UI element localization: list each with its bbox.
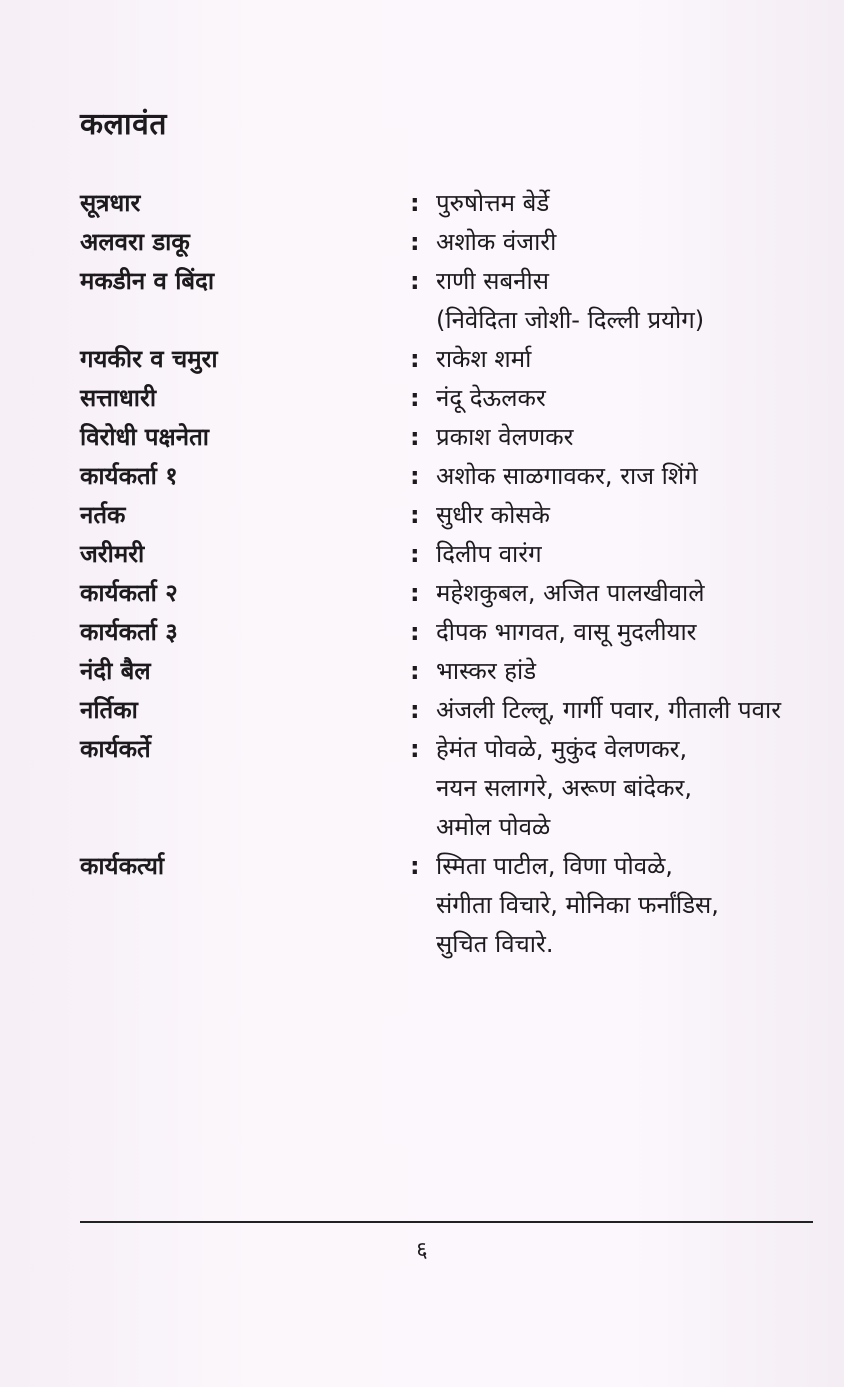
role-name: कार्यकर्ता २ bbox=[80, 579, 178, 607]
actor-line: राणी सबनीस bbox=[436, 267, 549, 295]
role-name: कार्यकर्ते bbox=[80, 735, 151, 763]
separator-colon: : bbox=[410, 696, 420, 724]
actor-names bbox=[436, 652, 820, 691]
actor-names bbox=[436, 223, 820, 262]
cast-row bbox=[80, 457, 820, 496]
separator-colon: : bbox=[410, 384, 420, 412]
actor-names bbox=[436, 613, 820, 652]
actor-line: सुचित विचारे. bbox=[436, 930, 554, 958]
actor-line: महेशकुबल, अजित पालखीवाले bbox=[436, 579, 705, 607]
role-name: नर्तक bbox=[80, 501, 126, 529]
actor-line: हेमंत पोवळे, मुकुंद वेलणकर, bbox=[436, 735, 688, 763]
cast-row bbox=[80, 418, 820, 457]
role-name: सूत्रधार bbox=[80, 189, 141, 217]
cast-row bbox=[80, 184, 820, 223]
separator-colon: : bbox=[410, 189, 420, 217]
actor-names bbox=[436, 730, 820, 847]
cast-row bbox=[80, 691, 820, 730]
role-name: कार्यकर्ता १ bbox=[80, 462, 178, 490]
actor-names bbox=[436, 847, 820, 964]
role-name: अलवरा डाकू bbox=[80, 228, 190, 256]
cast-list bbox=[80, 184, 820, 964]
actor-names bbox=[436, 340, 820, 379]
actor-line: नंदू देऊलकर bbox=[436, 384, 546, 412]
role-name: विरोधी पक्षनेता bbox=[80, 423, 209, 451]
actor-line: (निवेदिता जोशी- दिल्ली प्रयोग) bbox=[436, 306, 705, 334]
separator-colon: : bbox=[410, 657, 420, 685]
actor-names bbox=[436, 262, 820, 340]
actor-names bbox=[436, 574, 820, 613]
actor-line: दीपक भागवत, वासू मुदलीयार bbox=[436, 618, 697, 646]
role-name: नंदी बैल bbox=[80, 657, 151, 685]
actor-line: प्रकाश वेलणकर bbox=[436, 423, 574, 451]
role-name: जरीमरी bbox=[80, 540, 145, 568]
separator-colon: : bbox=[410, 579, 420, 607]
page-heading: कलावंत bbox=[80, 107, 167, 142]
separator-colon: : bbox=[410, 423, 420, 451]
actor-line: स्मिता पाटील, विणा पोवळे, bbox=[436, 852, 673, 880]
actor-line: अशोक वंजारी bbox=[436, 228, 557, 256]
actor-names bbox=[436, 535, 820, 574]
actor-line: नयन सलागरे, अरूण बांदेकर, bbox=[436, 774, 692, 802]
separator-colon: : bbox=[410, 618, 420, 646]
footer-rule bbox=[80, 1221, 813, 1223]
actor-line: दिलीप वारंग bbox=[436, 540, 542, 568]
cast-row bbox=[80, 574, 820, 613]
actor-line: अंजली टिल्लू, गार्गी पवार, गीताली पवार bbox=[436, 696, 782, 724]
separator-colon: : bbox=[410, 267, 420, 295]
actor-names bbox=[436, 496, 820, 535]
cast-row bbox=[80, 613, 820, 652]
actor-names bbox=[436, 691, 820, 730]
actor-line: अशोक साळगावकर, राज शिंगे bbox=[436, 462, 698, 490]
cast-row bbox=[80, 847, 820, 964]
cast-row bbox=[80, 730, 820, 847]
separator-colon: : bbox=[410, 852, 420, 880]
actor-names bbox=[436, 379, 820, 418]
separator-colon: : bbox=[410, 540, 420, 568]
role-name: मकडीन व बिंदा bbox=[80, 267, 215, 295]
separator-colon: : bbox=[410, 735, 420, 763]
role-name: गयकीर व चमुरा bbox=[80, 345, 218, 373]
actor-names bbox=[436, 457, 820, 496]
actor-names bbox=[436, 184, 820, 223]
role-name: कार्यकर्ता ३ bbox=[80, 618, 178, 646]
separator-colon: : bbox=[410, 501, 420, 529]
cast-row bbox=[80, 340, 820, 379]
separator-colon: : bbox=[410, 345, 420, 373]
page-number: ६ bbox=[416, 1238, 428, 1263]
actor-line: अमोल पोवळे bbox=[436, 813, 551, 841]
role-name: कार्यकर्त्या bbox=[80, 852, 165, 880]
cast-row bbox=[80, 535, 820, 574]
cast-row bbox=[80, 262, 820, 340]
role-name: सत्ताधारी bbox=[80, 384, 157, 412]
cast-row bbox=[80, 496, 820, 535]
actor-line: सुधीर कोसके bbox=[436, 501, 550, 529]
separator-colon: : bbox=[410, 462, 420, 490]
separator-colon: : bbox=[410, 228, 420, 256]
cast-row bbox=[80, 223, 820, 262]
actor-line: संगीता विचारे, मोनिका फर्नांडिस, bbox=[436, 891, 719, 919]
role-name: नर्तिका bbox=[80, 696, 138, 724]
actor-line: पुरुषोत्तम बेर्डे bbox=[436, 189, 550, 217]
cast-row bbox=[80, 652, 820, 691]
actor-names bbox=[436, 418, 820, 457]
cast-row bbox=[80, 379, 820, 418]
actor-line: राकेश शर्मा bbox=[436, 345, 532, 373]
actor-line: भास्कर हांडे bbox=[436, 657, 537, 685]
